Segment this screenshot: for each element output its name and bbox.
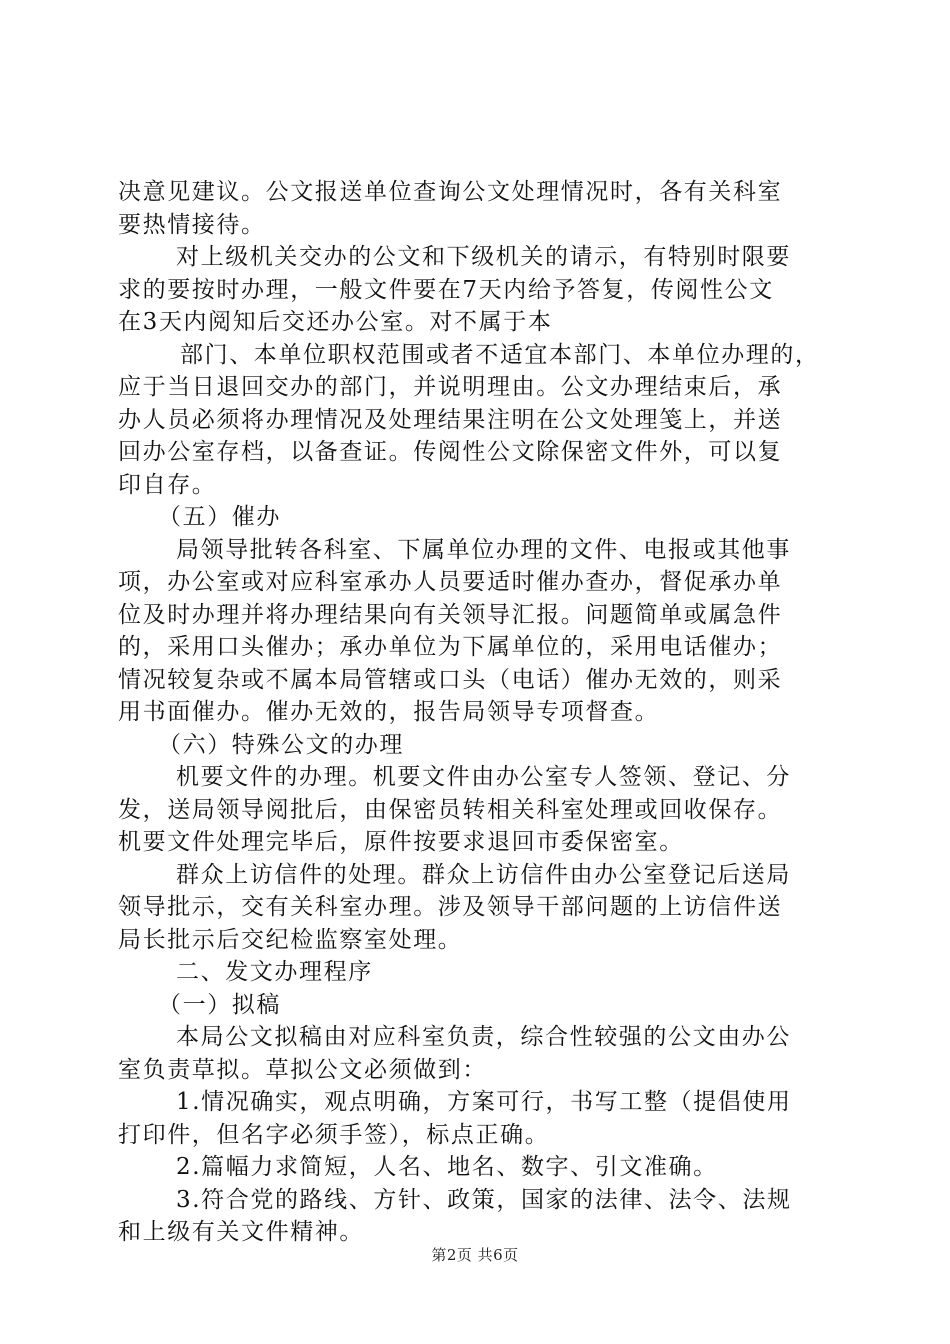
text-line: 位及时办理并将办理结果向有关领导汇报。问题简单或属急件 (118, 601, 783, 628)
list-item: 1.情况确实，观点明确，方案可行，书写工整（提倡使用 (176, 1089, 792, 1115)
text-line: 的，采用口头催办；承办单位为下属单位的，采用电话催办； (118, 634, 783, 660)
text-line: 局领导批转各科室、下属单位办理的文件、电报或其他事 (176, 536, 791, 563)
text-line: 打印件，但名字必须手签），标点正确。 (118, 1121, 550, 1148)
text-line: 印自存。 (118, 471, 217, 498)
text-line: 情况较复杂或不属本局管辖或口头（电话）催办无效的，则采 (118, 666, 783, 693)
text-line: 室负责草拟。草拟公文必须做到： (118, 1056, 487, 1083)
text-line: 在3天内阅知后交还办公室。对不属于本 (118, 309, 553, 335)
section-heading: （五）催办 (158, 504, 281, 530)
text-line: 用书面催办。催办无效的，报告局领导专项督查。 (118, 699, 660, 725)
text-line: 部门、本单位职权范围或者不适宜本部门、本单位办理的， (180, 341, 820, 368)
section-heading: （一）拟稿 (158, 991, 281, 1018)
text-line: 和上级有关文件精神。 (118, 1219, 364, 1245)
text-line: 项，办公室或对应科室承办人员要适时催办查办，督促承办单 (118, 569, 783, 595)
list-item: 3.符合党的路线、方针、政策，国家的法律、法令、法规 (176, 1186, 792, 1213)
text-line: 办人员必须将办理情况及处理结果注明在公文处理笺上，并送 (118, 406, 783, 433)
text-line: 求的要按时办理，一般文件要在7天内给予答复，传阅性公文 (118, 276, 774, 303)
text-line: 决意见建议。公文报送单位查询公文处理情况时，各有关科室 (118, 179, 783, 205)
text-line: 机要文件处理完毕后，原件按要求退回市委保密室。 (118, 829, 684, 855)
text-line: 局长批示后交纪检监察室处理。 (118, 926, 463, 953)
text-line: 对上级机关交办的公文和下级机关的请示，有特别时限要 (176, 244, 791, 270)
text-line: 机要文件的办理。机要文件由办公室专人签领、登记、分 (176, 764, 791, 790)
body-text (118, 176, 838, 1249)
text-line: 回办公室存档，以备查证。传阅性公文除保密文件外，可以复 (118, 439, 783, 465)
section-heading: 二、发文办理程序 (176, 959, 373, 985)
text-line: 发，送局领导阅批后，由保密员转相关科室处理或回收保存。 (118, 796, 783, 823)
text-line: 要热情接待。 (118, 211, 266, 238)
section-heading: （六）特殊公文的办理 (158, 731, 404, 758)
list-item: 2.篇幅力求简短，人名、地名、数字、引文准确。 (176, 1154, 718, 1180)
text-line: 群众上访信件的处理。群众上访信件由办公室登记后送局 (176, 861, 791, 888)
text-line: 本局公文拟稿由对应科室负责，综合性较强的公文由办公 (176, 1024, 791, 1050)
text-line: 领导批示，交有关科室办理。涉及领导干部问题的上访信件送 (118, 894, 783, 920)
page-footer: 第2页 共6页 (431, 1246, 519, 1264)
text-line: 应于当日退回交办的部门，并说明理由。公文办理结束后，承 (118, 374, 783, 400)
